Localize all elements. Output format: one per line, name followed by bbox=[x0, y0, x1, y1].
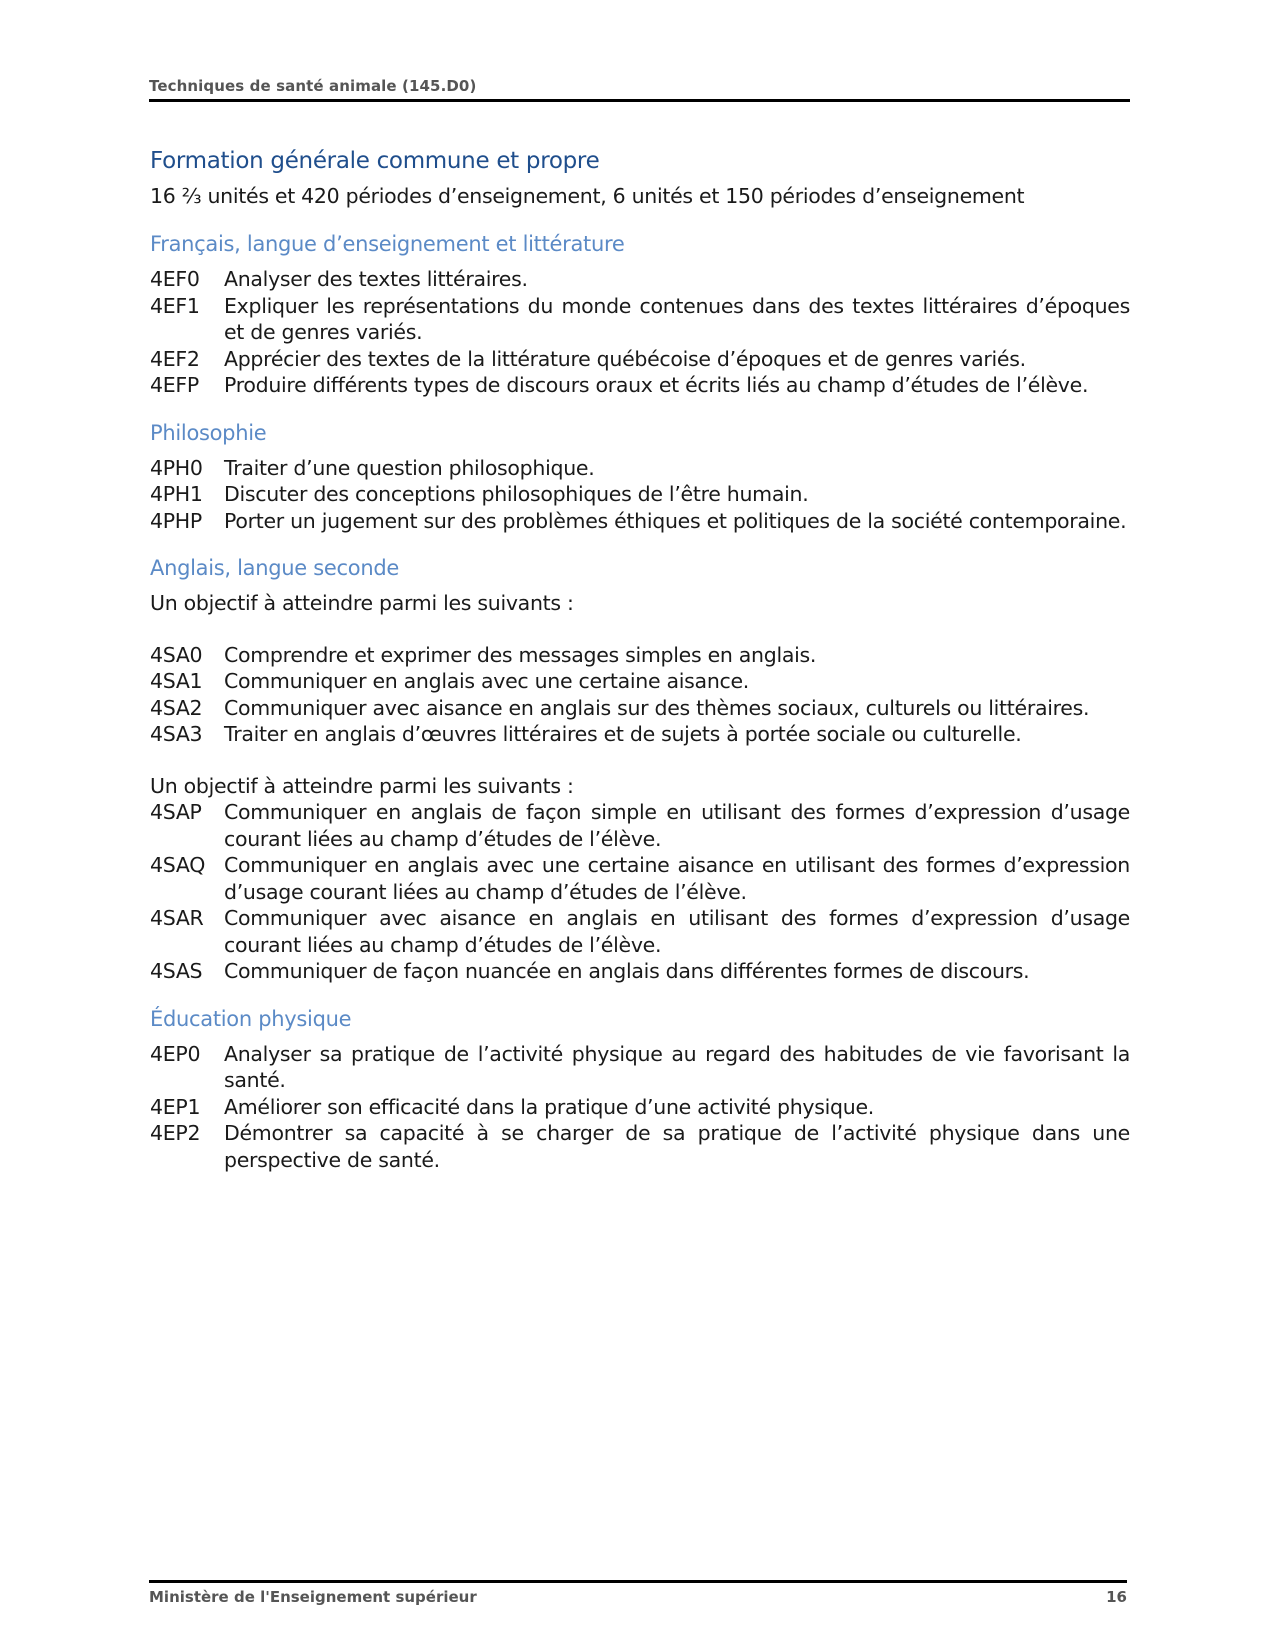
objective-code: 4SA0 bbox=[150, 642, 203, 667]
program-title: Techniques de santé animale (145.D0) bbox=[149, 77, 477, 95]
objective-text: Traiter en anglais d’œuvres littéraires et de sujets à portée sociale ou culturelle. bbox=[224, 722, 1022, 746]
objective-code: 4SA1 bbox=[150, 669, 203, 693]
objective-text: Améliorer son efficacité dans la pratique d’une activité physique. bbox=[224, 1094, 874, 1119]
ministry-name: Ministère de l'Enseignement supérieur bbox=[149, 1588, 477, 1606]
objective-item bbox=[150, 266, 1130, 293]
objective-code: 4SAQ bbox=[150, 853, 206, 877]
choice-intro: Un objectif à atteindre parmi les suivants : bbox=[150, 591, 574, 615]
objective-list bbox=[150, 642, 1130, 748]
objective-item bbox=[150, 668, 1130, 695]
objective-item bbox=[150, 1094, 1130, 1121]
objective-code: 4EP1 bbox=[150, 1094, 201, 1119]
objective-code: 4SAP bbox=[150, 800, 202, 824]
objective-text: Apprécier des textes de la littérature québécoise d’époques et de genres variés. bbox=[224, 346, 1026, 371]
subject-education-physique bbox=[150, 1007, 1130, 1174]
objective-code: 4PH1 bbox=[150, 482, 203, 506]
objective-list bbox=[150, 266, 1130, 399]
subject-title: Français, langue d’enseignement et littérature bbox=[150, 232, 625, 256]
page-content bbox=[150, 148, 1130, 1195]
subject-title: Éducation physique bbox=[150, 1006, 352, 1031]
objective-text: Communiquer avec aisance en anglais sur des thèmes sociaux, culturels ou littéraires. bbox=[224, 695, 1090, 720]
objective-code: 4PH0 bbox=[150, 455, 203, 480]
objective-item bbox=[150, 1120, 1130, 1173]
objective-code: 4PHP bbox=[150, 508, 202, 533]
objective-item bbox=[150, 852, 1130, 905]
objective-list bbox=[150, 1041, 1130, 1174]
objective-item bbox=[150, 1041, 1130, 1094]
subject-francais bbox=[150, 232, 1130, 399]
objective-text: Porter un jugement sur des problèmes éthiques et politiques de la société contemporaine. bbox=[224, 508, 1127, 533]
page-number: 16 bbox=[1106, 1588, 1127, 1606]
choice-intro: Un objectif à atteindre parmi les suivants : bbox=[150, 773, 574, 798]
subject-title: Anglais, langue seconde bbox=[150, 556, 399, 580]
objective-item bbox=[150, 346, 1130, 373]
objective-text: Communiquer en anglais avec une certaine aisance. bbox=[224, 669, 750, 693]
objective-code: 4EP0 bbox=[150, 1041, 201, 1066]
objective-item bbox=[150, 642, 1130, 669]
objective-text: Produire différents types de discours oraux et écrits liés au champ d’études de l’élève. bbox=[224, 373, 1089, 397]
objective-text: Analyser des textes littéraires. bbox=[224, 267, 528, 291]
objective-item bbox=[150, 721, 1130, 748]
subject-anglais bbox=[150, 556, 1130, 985]
objective-item bbox=[150, 372, 1130, 399]
objective-text: Communiquer avec aisance en anglais en utilisant des formes d’expression d’usage courant liées au champ d’études de l’élève. bbox=[224, 906, 1130, 957]
subject-title: Philosophie bbox=[150, 420, 267, 445]
objective-item bbox=[150, 481, 1130, 508]
objective-code: 4EF2 bbox=[150, 346, 200, 371]
objective-text: Communiquer de façon nuancée en anglais dans différentes formes de discours. bbox=[224, 959, 1030, 983]
objective-text: Démontrer sa capacité à se charger de sa pratique de l’activité physique dans une perspective de santé. bbox=[224, 1121, 1130, 1172]
objective-item bbox=[150, 799, 1130, 852]
objective-code: 4SAS bbox=[150, 959, 203, 983]
objective-item bbox=[150, 905, 1130, 958]
objective-item bbox=[150, 455, 1130, 482]
objective-text: Comprendre et exprimer des messages simples en anglais. bbox=[224, 642, 817, 667]
objective-code: 4SA3 bbox=[150, 722, 203, 746]
section-subtitle: 16 ⅔ unités et 420 périodes d’enseignement, 6 unités et 150 périodes d’enseignement bbox=[150, 184, 1025, 208]
running-footer bbox=[149, 1580, 1127, 1606]
objective-code: 4SA2 bbox=[150, 695, 203, 720]
objective-item bbox=[150, 695, 1130, 722]
section-title: Formation générale commune et propre bbox=[150, 148, 600, 174]
objective-text: Communiquer en anglais de façon simple en utilisant des formes d’expression d’usage courant liées au champ d’études de l’élève. bbox=[224, 800, 1130, 851]
objective-text: Discuter des conceptions philosophiques de l’être humain. bbox=[224, 482, 809, 506]
objective-list bbox=[150, 799, 1130, 985]
objective-code: 4EP2 bbox=[150, 1121, 201, 1145]
objective-item bbox=[150, 508, 1130, 535]
objective-list bbox=[150, 455, 1130, 535]
objective-code: 4EF1 bbox=[150, 293, 200, 318]
objective-text: Communiquer en anglais avec une certaine aisance en utilisant des formes d’expression d’usage courant liées au champ d’études de l’élève. bbox=[224, 853, 1130, 904]
objective-code: 4SAR bbox=[150, 906, 204, 930]
objective-item bbox=[150, 293, 1130, 346]
objective-item bbox=[150, 958, 1130, 985]
subject-philosophie bbox=[150, 421, 1130, 535]
objective-code: 4EFP bbox=[150, 373, 199, 397]
running-header bbox=[149, 76, 1130, 102]
objective-text: Expliquer les représentations du monde contenues dans des textes littéraires d’époques et de genres variés. bbox=[224, 293, 1130, 344]
objective-text: Analyser sa pratique de l’activité physique au regard des habitudes de vie favorisant la santé. bbox=[224, 1041, 1130, 1092]
objective-code: 4EF0 bbox=[150, 267, 200, 291]
objective-text: Traiter d’une question philosophique. bbox=[224, 455, 595, 480]
